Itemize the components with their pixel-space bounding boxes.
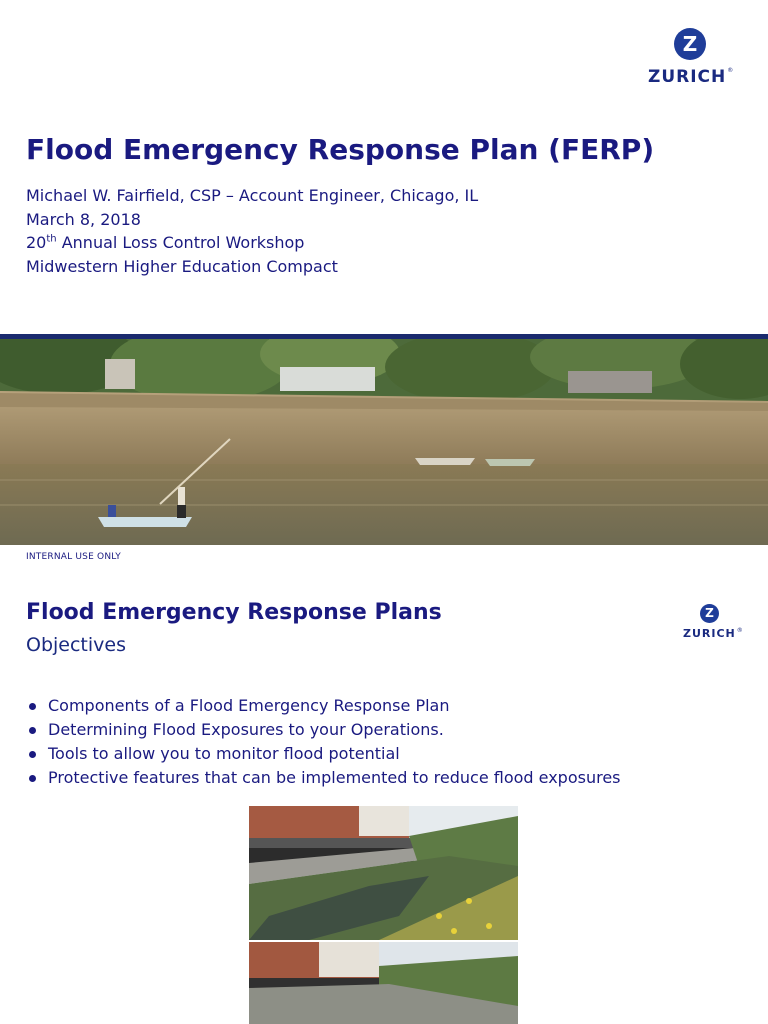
workshop-ordinal-suffix: th: [46, 233, 57, 245]
flooded-campus-photo-graphic: [249, 806, 518, 1024]
logo-wordmark-text-small: ZURICH: [683, 627, 736, 640]
zurich-logo-wordmark: [648, 67, 734, 87]
logo-registered-mark: ®: [727, 67, 735, 74]
slide-title: Flood Emergency Response Plan (FERP): [26, 133, 655, 166]
presentation-date: March 8, 2018: [26, 210, 141, 229]
workshop-line: [26, 233, 304, 252]
workshop-name: Annual Loss Control Workshop: [56, 233, 305, 252]
objective-item: Protective features that can be implemented to reduce flood exposures: [26, 766, 621, 790]
internal-use-label: INTERNAL USE ONLY: [26, 552, 121, 562]
zurich-logo-wordmark-small: [683, 627, 744, 640]
objective-item: Components of a Flood Emergency Response Plan: [26, 694, 621, 718]
logo-mark-letter: Z: [682, 32, 698, 56]
author-line: Michael W. Fairfield, CSP – Account Engineer, Chicago, IL: [26, 186, 479, 205]
objective-item: Tools to allow you to monitor flood potential: [26, 742, 621, 766]
zurich-logo-mark-small: [700, 604, 719, 623]
zurich-logo-mark: [674, 28, 706, 60]
logo-registered-mark-small: ®: [736, 627, 744, 634]
slide-title-objectives: Flood Emergency Response Plans: [26, 600, 442, 625]
workshop-number: 20: [26, 233, 47, 252]
logo-mark-letter-small: Z: [705, 606, 714, 620]
river-flood-photo: [0, 339, 768, 545]
flooded-campus-photo: [249, 806, 518, 1024]
logo-wordmark-text: ZURICH: [648, 67, 727, 87]
objective-item: Determining Flood Exposures to your Operations.: [26, 718, 621, 742]
slide-subtitle: Objectives: [26, 634, 126, 656]
organization-line: Midwestern Higher Education Compact: [26, 257, 338, 276]
objectives-list: [26, 694, 621, 790]
river-flood-photo-graphic: [0, 339, 768, 545]
